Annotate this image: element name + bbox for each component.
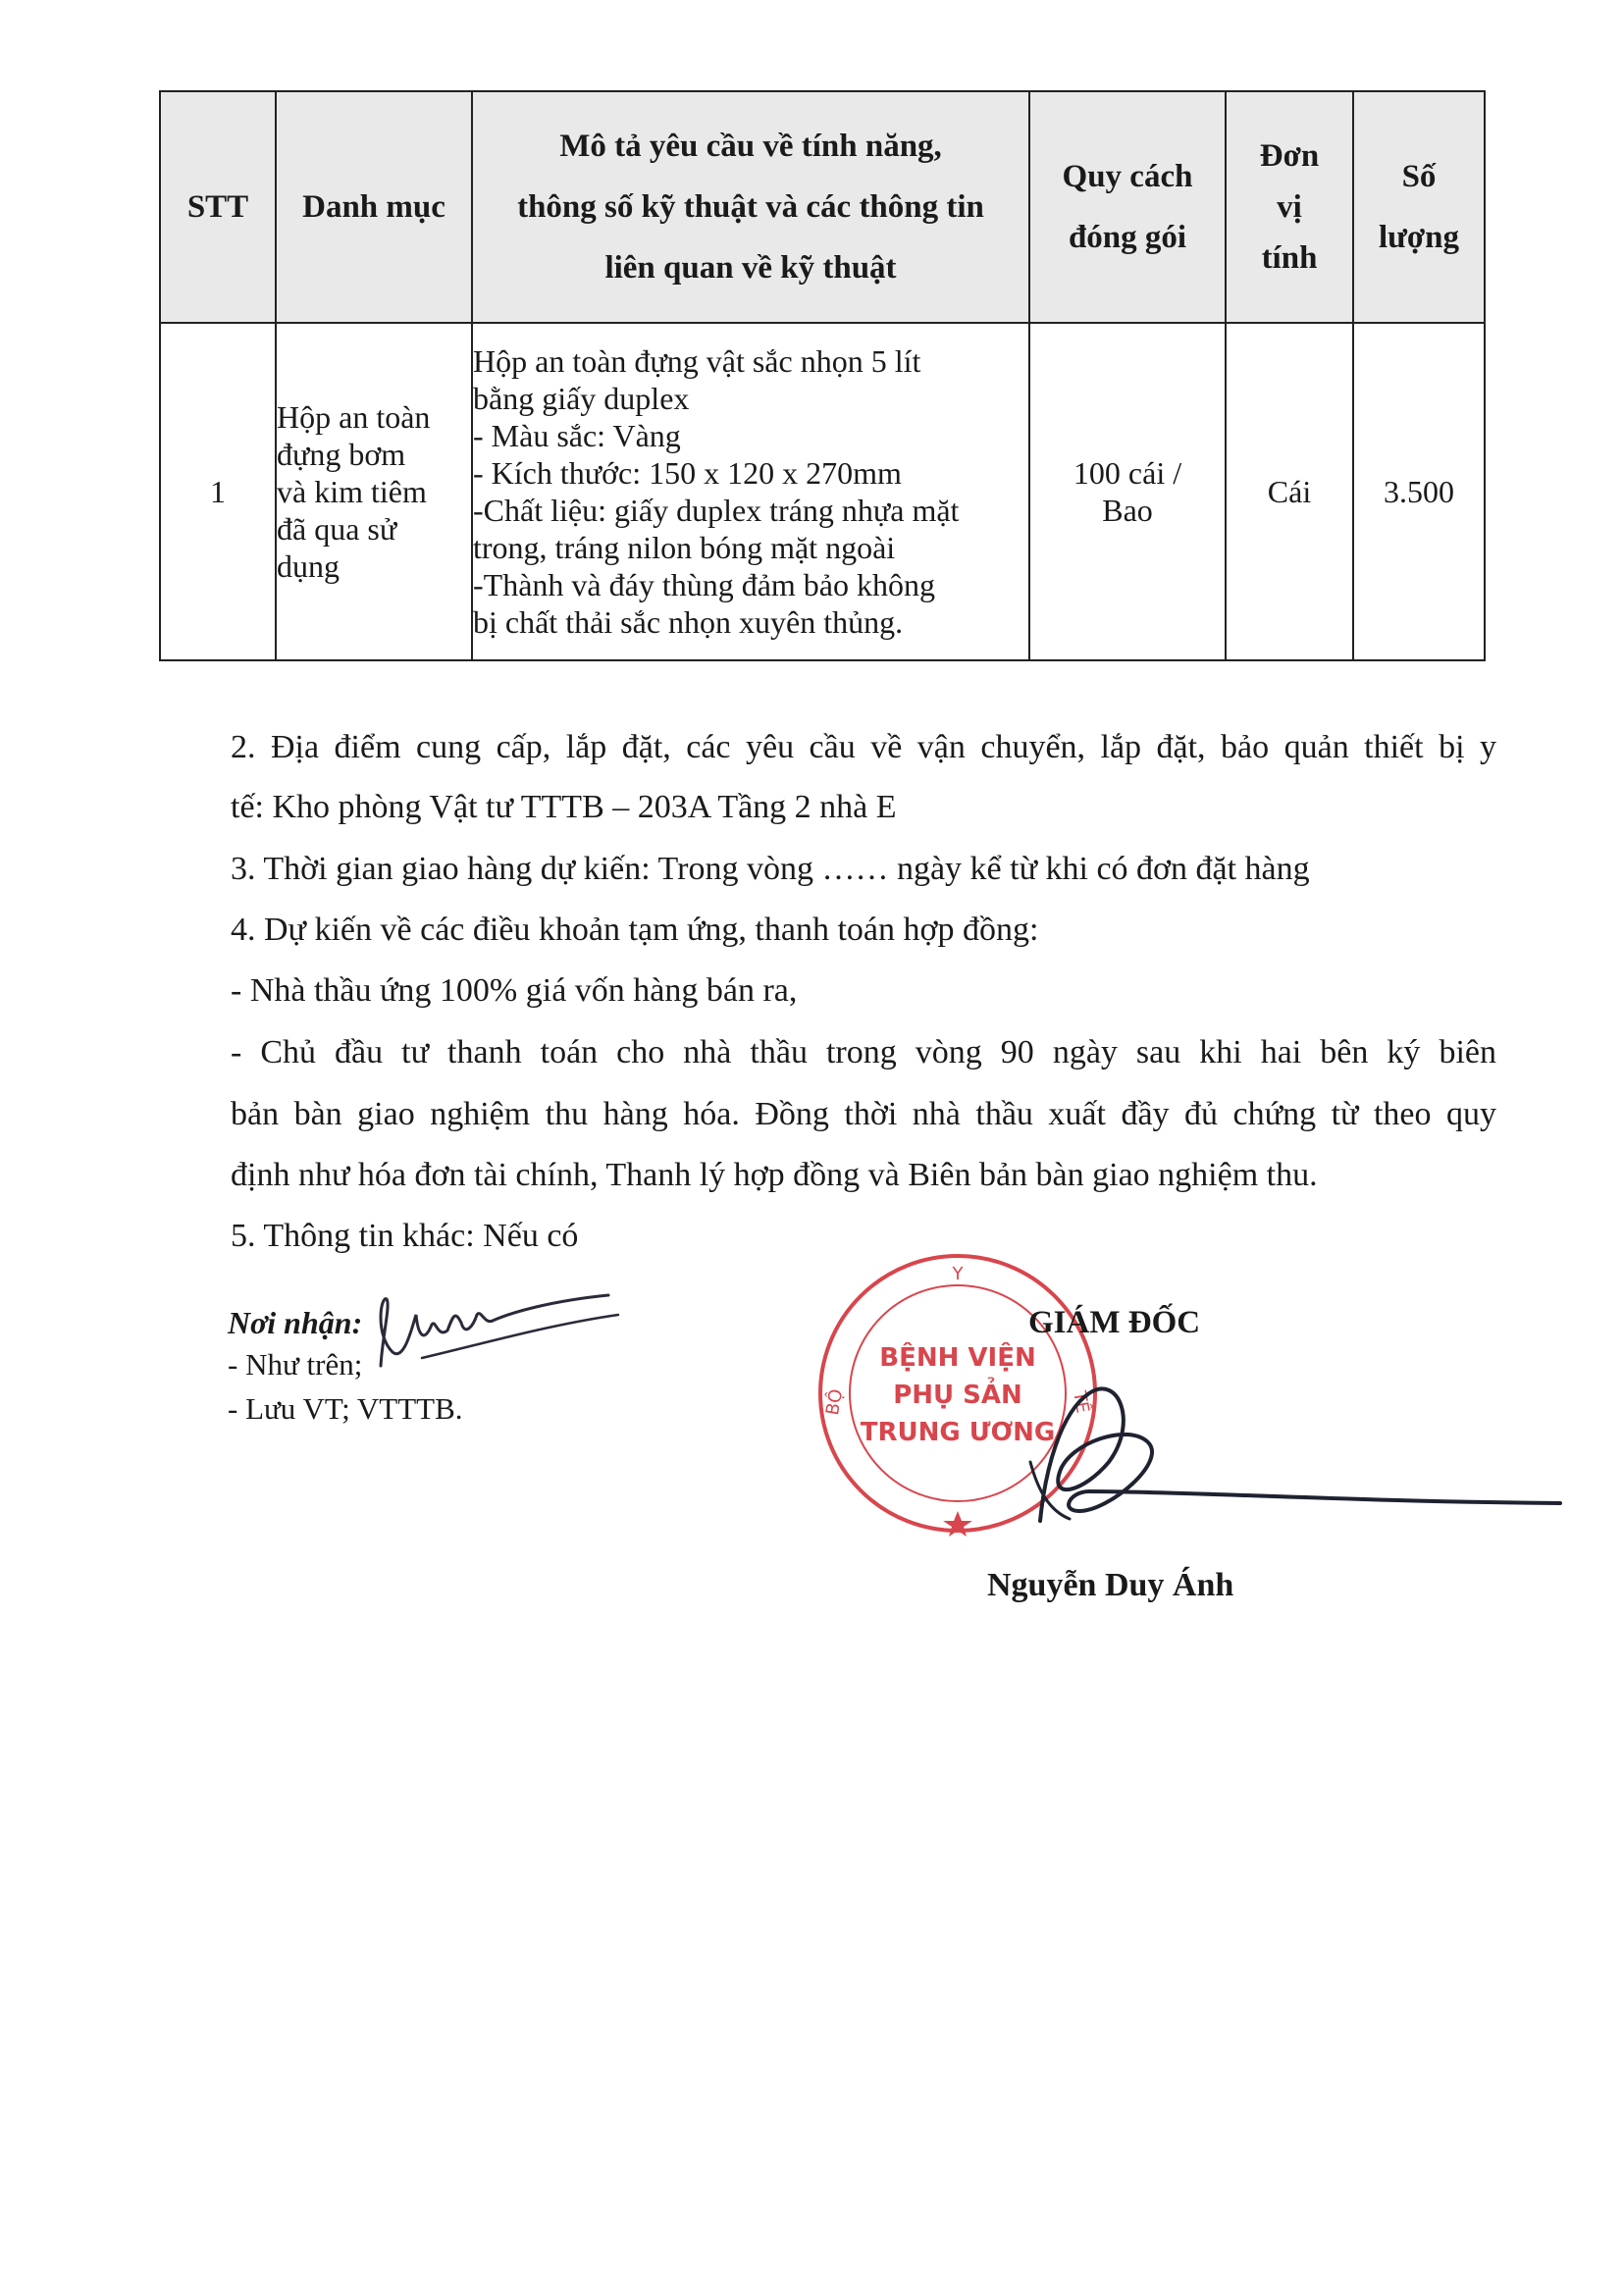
cell-line: - Kích thước: 150 x 120 x 270mm: [473, 455, 902, 491]
cell-stt: 1: [160, 323, 276, 660]
cell-line: trong, tráng nilon bóng mặt ngoài: [473, 530, 896, 565]
handwritten-initials-icon: [363, 1276, 628, 1383]
paragraph-4: 4. Dự kiến về các điều khoản tạm ứng, thanh toán hợp đồng:: [231, 912, 1039, 948]
stamp-left-text: BỘ: [821, 1387, 848, 1417]
header-stt: STT: [160, 91, 276, 323]
cell-mo-ta: [472, 323, 1029, 660]
header-quy-cach: [1029, 91, 1226, 323]
cell-line: -Chất liệu: giấy duplex tráng nhựa mặt: [473, 493, 960, 528]
cell-line: Bao: [1102, 493, 1153, 528]
cell-line: Hộp an toàn: [277, 399, 431, 435]
header-line: Số: [1401, 159, 1437, 194]
header-don-vi: [1226, 91, 1353, 323]
header-mo-ta: [472, 91, 1029, 323]
paragraph-2-line-1: 2. Địa điểm cung cấp, lắp đặt, các yêu cầu về vận chuyển, lắp đặt, bảo quản thiết bị y: [231, 729, 1496, 765]
stamp-line-1: BỆNH VIỆN: [879, 1343, 1036, 1373]
requirements-table: [159, 90, 1486, 661]
signature-title: GIÁM ĐỐC: [1028, 1305, 1201, 1340]
table-header-row: [160, 91, 1485, 323]
paragraph-4b-line-3: định như hóa đơn tài chính, Thanh lý hợp đồng và Biên bản bàn giao nghiệm thu.: [231, 1157, 1318, 1193]
cell-don-vi: Cái: [1226, 323, 1353, 660]
cell-line: Hộp an toàn đựng vật sắc nhọn 5 lít: [473, 343, 921, 379]
header-line: Quy cách: [1062, 159, 1193, 194]
cell-line: dụng: [277, 548, 340, 584]
header-danh-muc: Danh mục: [276, 91, 472, 323]
director-signature-icon: [991, 1354, 1570, 1540]
cell-line: 100 cái /: [1073, 455, 1182, 491]
paragraph-4b-line-2: bản bàn giao nghiệm thu hàng hóa. Đồng thời nhà thầu xuất đầy đủ chứng từ theo quy: [231, 1096, 1496, 1132]
cell-quy-cach: [1029, 323, 1226, 660]
header-line: Mô tả yêu cầu về tính năng,: [559, 129, 942, 164]
cell-line: - Màu sắc: Vàng: [473, 418, 681, 453]
recipient-item: - Như trên;: [228, 1347, 363, 1382]
paragraph-5: 5. Thông tin khác: Nếu có: [231, 1218, 579, 1254]
header-line: tính: [1261, 240, 1318, 276]
header-so-luong: [1353, 91, 1485, 323]
header-line: lượng: [1378, 220, 1460, 255]
stamp-line-3: TRUNG ƯƠNG: [860, 1418, 1056, 1447]
paragraph-3: 3. Thời gian giao hàng dự kiến: Trong vòng …… ngày kể từ khi có đơn đặt hàng: [231, 851, 1310, 887]
header-line: Đơn: [1259, 138, 1320, 174]
cell-line: đựng bơm: [277, 437, 406, 472]
cell-so-luong: 3.500: [1353, 323, 1485, 660]
signatory-name: Nguyễn Duy Ánh: [987, 1567, 1234, 1603]
stamp-right-text: TẾ: [1069, 1389, 1093, 1415]
cell-line: bị chất thải sắc nhọn xuyên thủng.: [473, 604, 904, 640]
cell-line: đã qua sử: [277, 511, 397, 547]
paragraph-4a: - Nhà thầu ứng 100% giá vốn hàng bán ra,: [231, 972, 798, 1009]
header-line: vị: [1277, 189, 1302, 225]
table-row: [160, 323, 1485, 660]
cell-line: và kim tiêm: [277, 474, 427, 509]
cell-line: -Thành và đáy thùng đảm bảo không: [473, 567, 935, 602]
paragraph-2-line-2: tế: Kho phòng Vật tư TTTB – 203A Tầng 2 nhà E: [231, 789, 897, 825]
header-line: đóng gói: [1068, 220, 1187, 255]
header-line: liên quan về kỹ thuật: [604, 250, 897, 286]
paragraph-4b-line-1: - Chủ đầu tư thanh toán cho nhà thầu trong vòng 90 ngày sau khi hai bên ký biên: [231, 1034, 1496, 1070]
stamp-top-text: Y: [952, 1264, 964, 1284]
stamp-line-2: PHỤ SẢN: [893, 1381, 1022, 1410]
recipients-title: Nơi nhận:: [228, 1305, 363, 1340]
recipient-item: - Lưu VT; VTTTB.: [228, 1391, 463, 1426]
header-line: thông số kỹ thuật và các thông tin: [517, 189, 984, 225]
cell-line: bằng giấy duplex: [473, 381, 690, 416]
cell-danh-muc: [276, 323, 472, 660]
